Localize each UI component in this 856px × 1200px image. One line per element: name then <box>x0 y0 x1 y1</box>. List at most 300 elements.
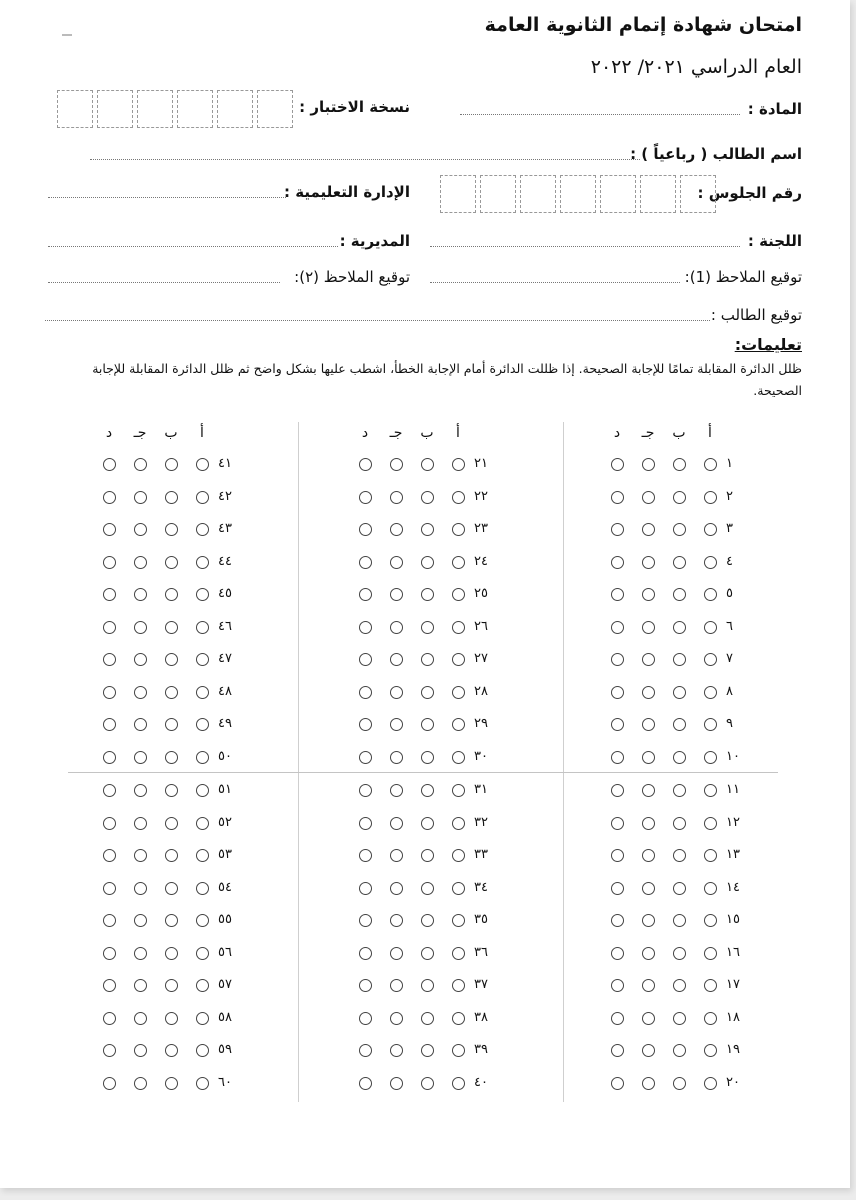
answer-bubble[interactable] <box>642 817 655 830</box>
test-version-box[interactable] <box>177 90 213 128</box>
seat-number-boxes[interactable] <box>440 175 720 213</box>
answer-bubble[interactable] <box>704 817 717 830</box>
answer-bubble[interactable] <box>165 817 178 830</box>
answer-bubble[interactable] <box>421 784 434 797</box>
seat-number-box[interactable] <box>560 175 596 213</box>
question-number: ٤ <box>726 553 733 569</box>
answer-bubble[interactable] <box>359 686 372 699</box>
answer-bubble[interactable] <box>421 1012 434 1025</box>
answer-bubble[interactable] <box>611 979 624 992</box>
answer-bubble[interactable] <box>704 491 717 504</box>
answer-bubble[interactable] <box>390 588 403 601</box>
question-number: ٤٧ <box>218 651 232 666</box>
answer-bubble[interactable] <box>704 588 717 601</box>
question-number: ٥١ <box>218 782 232 797</box>
answer-bubble[interactable] <box>103 849 116 862</box>
answer-bubble[interactable] <box>452 718 465 731</box>
answer-bubble[interactable] <box>359 1044 372 1057</box>
answer-bubble[interactable] <box>704 718 717 731</box>
answer-bubble[interactable] <box>196 458 209 471</box>
answer-bubble[interactable] <box>642 588 655 601</box>
question-row <box>318 910 518 932</box>
answer-bubble[interactable] <box>196 1077 209 1090</box>
answer-bubble[interactable] <box>642 751 655 764</box>
academic-year: العام الدراسي ٢٠٢١/ ٢٠٢٢ <box>590 56 802 78</box>
question-row <box>570 910 770 932</box>
answer-bubble[interactable] <box>704 914 717 927</box>
answer-bubble[interactable] <box>165 751 178 764</box>
answer-bubble[interactable] <box>103 588 116 601</box>
answer-bubble[interactable] <box>196 1044 209 1057</box>
answer-bubble[interactable] <box>673 556 686 569</box>
answer-bubble[interactable] <box>103 817 116 830</box>
answer-bubble[interactable] <box>611 621 624 634</box>
exam-title: امتحان شهادة إتمام الثانوية العامة <box>484 14 802 36</box>
answer-bubble[interactable] <box>359 491 372 504</box>
answer-bubble[interactable] <box>390 849 403 862</box>
answer-bubble[interactable] <box>390 621 403 634</box>
answer-bubble[interactable] <box>673 686 686 699</box>
answer-bubble[interactable] <box>165 947 178 960</box>
seat-number-box[interactable] <box>440 175 476 213</box>
answer-bubble[interactable] <box>704 686 717 699</box>
answer-bubble[interactable] <box>611 882 624 895</box>
answer-bubble[interactable] <box>165 556 178 569</box>
answer-bubble[interactable] <box>196 947 209 960</box>
answer-bubble[interactable] <box>704 947 717 960</box>
answer-bubble[interactable] <box>103 1077 116 1090</box>
answer-bubble[interactable] <box>103 784 116 797</box>
answer-bubble[interactable] <box>452 1077 465 1090</box>
answer-bubble[interactable] <box>103 523 116 536</box>
answer-bubble[interactable] <box>196 621 209 634</box>
question-number: ٣٥ <box>474 912 488 927</box>
answer-bubble[interactable] <box>421 653 434 666</box>
choice-letter: جـ <box>641 425 655 441</box>
answer-bubble[interactable] <box>673 947 686 960</box>
test-version-box[interactable] <box>137 90 173 128</box>
answer-bubble[interactable] <box>673 491 686 504</box>
answer-bubble[interactable] <box>642 621 655 634</box>
question-number: ٥٨ <box>218 1009 232 1025</box>
answer-bubble[interactable] <box>165 1044 178 1057</box>
answer-bubble[interactable] <box>673 718 686 731</box>
answer-bubble[interactable] <box>390 491 403 504</box>
answer-bubble[interactable] <box>642 718 655 731</box>
answer-bubble[interactable] <box>165 653 178 666</box>
question-row <box>570 584 770 606</box>
answer-bubble[interactable] <box>196 491 209 504</box>
answer-bubble[interactable] <box>642 458 655 471</box>
answer-bubble[interactable] <box>642 849 655 862</box>
answer-bubble[interactable] <box>165 784 178 797</box>
answer-bubble[interactable] <box>165 1077 178 1090</box>
answer-bubble[interactable] <box>390 523 403 536</box>
answer-bubble[interactable] <box>452 458 465 471</box>
answer-bubble[interactable] <box>673 784 686 797</box>
answer-bubble[interactable] <box>359 849 372 862</box>
answer-bubble[interactable] <box>611 817 624 830</box>
answer-bubble[interactable] <box>452 686 465 699</box>
answer-bubble[interactable] <box>196 751 209 764</box>
edu-admin-field[interactable] <box>48 197 286 198</box>
answer-bubble[interactable] <box>421 718 434 731</box>
answer-bubble[interactable] <box>165 686 178 699</box>
question-row <box>318 519 518 541</box>
answer-bubble[interactable] <box>165 1012 178 1025</box>
answer-bubble[interactable] <box>673 882 686 895</box>
answer-bubble[interactable] <box>390 1044 403 1057</box>
answer-bubble[interactable] <box>134 1044 147 1057</box>
answer-bubble[interactable] <box>165 849 178 862</box>
answer-bubble[interactable] <box>134 784 147 797</box>
answer-bubble[interactable] <box>390 882 403 895</box>
seat-number-box[interactable] <box>680 175 716 213</box>
answer-bubble[interactable] <box>196 1012 209 1025</box>
answer-bubble[interactable] <box>196 979 209 992</box>
answer-bubble[interactable] <box>642 1077 655 1090</box>
test-version-box[interactable] <box>57 90 93 128</box>
answer-bubble[interactable] <box>673 751 686 764</box>
answer-bubble[interactable] <box>611 686 624 699</box>
answer-bubble[interactable] <box>421 914 434 927</box>
answer-bubble[interactable] <box>134 849 147 862</box>
answer-bubble[interactable] <box>704 1044 717 1057</box>
answer-bubble[interactable] <box>134 751 147 764</box>
test-version-box[interactable] <box>97 90 133 128</box>
answer-bubble[interactable] <box>103 491 116 504</box>
answer-bubble[interactable] <box>673 979 686 992</box>
answer-bubble[interactable] <box>103 882 116 895</box>
answer-bubble[interactable] <box>390 817 403 830</box>
seat-number-box[interactable] <box>640 175 676 213</box>
answer-bubble[interactable] <box>134 718 147 731</box>
answer-bubble[interactable] <box>134 1012 147 1025</box>
answer-bubble[interactable] <box>421 588 434 601</box>
answer-bubble[interactable] <box>611 718 624 731</box>
answer-bubble[interactable] <box>103 1044 116 1057</box>
answer-bubble[interactable] <box>452 621 465 634</box>
answer-bubble[interactable] <box>452 523 465 536</box>
answer-bubble[interactable] <box>196 686 209 699</box>
answer-bubble[interactable] <box>165 718 178 731</box>
answer-bubble[interactable] <box>103 979 116 992</box>
answer-bubble[interactable] <box>359 523 372 536</box>
answer-bubble[interactable] <box>673 523 686 536</box>
question-number: ٢٤ <box>474 553 488 569</box>
answer-bubble[interactable] <box>134 491 147 504</box>
answer-bubble[interactable] <box>103 653 116 666</box>
question-row <box>318 584 518 606</box>
answer-bubble[interactable] <box>134 458 147 471</box>
student-name-field[interactable] <box>90 159 640 160</box>
answer-bubble[interactable] <box>359 751 372 764</box>
answer-bubble[interactable] <box>673 849 686 862</box>
answer-bubble[interactable] <box>390 979 403 992</box>
answer-bubble[interactable] <box>421 882 434 895</box>
answer-bubble[interactable] <box>611 556 624 569</box>
answer-bubble[interactable] <box>704 653 717 666</box>
answer-bubble[interactable] <box>134 523 147 536</box>
answer-bubble[interactable] <box>452 784 465 797</box>
answer-bubble[interactable] <box>421 621 434 634</box>
student-signature-field[interactable] <box>45 320 710 321</box>
answer-bubble[interactable] <box>359 1012 372 1025</box>
committee-field[interactable] <box>430 246 740 247</box>
answer-bubble[interactable] <box>611 947 624 960</box>
observer2-signature-field[interactable] <box>48 282 280 283</box>
answer-bubble[interactable] <box>390 686 403 699</box>
choice-letter: جـ <box>133 425 147 441</box>
question-number: ٢٨ <box>474 683 488 699</box>
answer-bubble[interactable] <box>196 653 209 666</box>
answer-bubble[interactable] <box>421 849 434 862</box>
answer-bubble[interactable] <box>103 621 116 634</box>
answer-bubble[interactable] <box>452 588 465 601</box>
answer-bubble[interactable] <box>452 653 465 666</box>
answer-bubble[interactable] <box>452 882 465 895</box>
answer-bubble[interactable] <box>704 979 717 992</box>
answer-bubble[interactable] <box>452 1012 465 1025</box>
subject-field[interactable] <box>460 114 740 115</box>
answer-bubble[interactable] <box>611 849 624 862</box>
answer-bubble[interactable] <box>390 914 403 927</box>
answer-bubble[interactable] <box>642 1044 655 1057</box>
question-row <box>62 584 262 606</box>
observer1-signature-field[interactable] <box>430 282 680 283</box>
answer-bubble[interactable] <box>452 849 465 862</box>
answer-bubble[interactable] <box>165 882 178 895</box>
answer-bubble[interactable] <box>452 556 465 569</box>
answer-bubble[interactable] <box>673 1044 686 1057</box>
answer-bubble[interactable] <box>704 751 717 764</box>
answer-bubble[interactable] <box>165 588 178 601</box>
question-row <box>318 1040 518 1062</box>
question-row <box>318 747 518 769</box>
answer-bubble[interactable] <box>611 914 624 927</box>
answer-bubble[interactable] <box>673 1012 686 1025</box>
question-number: ٣٣ <box>474 847 488 862</box>
test-version-boxes[interactable] <box>57 90 297 128</box>
answer-bubble[interactable] <box>134 588 147 601</box>
answer-bubble[interactable] <box>642 979 655 992</box>
seat-number-box[interactable] <box>600 175 636 213</box>
answer-bubble[interactable] <box>390 947 403 960</box>
answer-bubble[interactable] <box>196 817 209 830</box>
answer-bubble[interactable] <box>704 621 717 634</box>
question-row <box>570 813 770 835</box>
question-row <box>62 943 262 965</box>
question-number: ٢٣ <box>474 521 488 536</box>
answer-bubble[interactable] <box>704 458 717 471</box>
choices-header <box>62 425 262 447</box>
answer-bubble[interactable] <box>359 1077 372 1090</box>
answer-bubble[interactable] <box>196 914 209 927</box>
answer-bubble[interactable] <box>359 621 372 634</box>
answer-bubble[interactable] <box>196 588 209 601</box>
answer-bubble[interactable] <box>642 686 655 699</box>
answer-bubble[interactable] <box>390 784 403 797</box>
answer-bubble[interactable] <box>359 556 372 569</box>
answer-bubble[interactable] <box>390 751 403 764</box>
answer-bubble[interactable] <box>704 882 717 895</box>
answer-bubble[interactable] <box>673 588 686 601</box>
answer-bubble[interactable] <box>642 523 655 536</box>
answer-bubble[interactable] <box>359 979 372 992</box>
answer-bubble[interactable] <box>134 882 147 895</box>
answer-bubble[interactable] <box>103 1012 116 1025</box>
answer-bubble[interactable] <box>134 686 147 699</box>
answer-bubble[interactable] <box>611 588 624 601</box>
answer-bubble[interactable] <box>421 458 434 471</box>
answer-bubble[interactable] <box>103 718 116 731</box>
answer-bubble[interactable] <box>390 718 403 731</box>
answer-bubble[interactable] <box>134 556 147 569</box>
answer-bubble[interactable] <box>134 1077 147 1090</box>
answer-bubble[interactable] <box>611 491 624 504</box>
answer-bubble[interactable] <box>421 556 434 569</box>
answer-bubble[interactable] <box>134 914 147 927</box>
answer-bubble[interactable] <box>452 1044 465 1057</box>
answer-bubble[interactable] <box>611 751 624 764</box>
choice-letter: أ <box>200 425 204 441</box>
answer-bubble[interactable] <box>421 1044 434 1057</box>
answer-bubble[interactable] <box>390 653 403 666</box>
answer-bubble[interactable] <box>103 458 116 471</box>
answer-bubble[interactable] <box>452 947 465 960</box>
answer-bubble[interactable] <box>673 817 686 830</box>
answer-bubble[interactable] <box>103 751 116 764</box>
answer-bubble[interactable] <box>359 718 372 731</box>
answer-bubble[interactable] <box>103 686 116 699</box>
answer-bubble[interactable] <box>359 947 372 960</box>
answer-bubble[interactable] <box>611 1012 624 1025</box>
answer-bubble[interactable] <box>673 458 686 471</box>
answer-bubble[interactable] <box>359 784 372 797</box>
answer-bubble[interactable] <box>611 1044 624 1057</box>
answer-bubble[interactable] <box>103 914 116 927</box>
test-version-box[interactable] <box>257 90 293 128</box>
answer-bubble[interactable] <box>359 882 372 895</box>
answer-bubble[interactable] <box>390 1012 403 1025</box>
answer-bubble[interactable] <box>421 491 434 504</box>
answer-bubble[interactable] <box>390 556 403 569</box>
question-row <box>62 649 262 671</box>
answer-bubble[interactable] <box>196 882 209 895</box>
answer-bubble[interactable] <box>704 849 717 862</box>
answer-bubble[interactable] <box>704 1012 717 1025</box>
answer-bubble[interactable] <box>611 1077 624 1090</box>
answer-bubble[interactable] <box>196 556 209 569</box>
answer-bubble[interactable] <box>421 979 434 992</box>
answer-bubble[interactable] <box>165 458 178 471</box>
answer-bubble[interactable] <box>421 523 434 536</box>
answer-bubble[interactable] <box>452 914 465 927</box>
answer-bubble[interactable] <box>673 914 686 927</box>
answer-bubble[interactable] <box>134 621 147 634</box>
answer-bubble[interactable] <box>196 784 209 797</box>
answer-bubble[interactable] <box>611 784 624 797</box>
answer-bubble[interactable] <box>421 751 434 764</box>
answer-bubble[interactable] <box>421 947 434 960</box>
answer-bubble[interactable] <box>642 914 655 927</box>
answer-bubble[interactable] <box>165 914 178 927</box>
answer-bubble[interactable] <box>642 653 655 666</box>
answer-bubble[interactable] <box>359 458 372 471</box>
answer-bubble[interactable] <box>196 718 209 731</box>
answer-bubble[interactable] <box>611 523 624 536</box>
seat-number-box[interactable] <box>520 175 556 213</box>
answer-bubble[interactable] <box>642 1012 655 1025</box>
answer-bubble[interactable] <box>611 653 624 666</box>
answer-bubble[interactable] <box>134 979 147 992</box>
question-number: ٥٦ <box>218 944 232 960</box>
directorate-field[interactable] <box>48 246 338 247</box>
answer-bubble[interactable] <box>642 784 655 797</box>
answer-bubble[interactable] <box>452 979 465 992</box>
answer-bubble[interactable] <box>134 817 147 830</box>
edu-admin-label: الإدارة التعليمية : <box>284 183 410 201</box>
answer-bubble[interactable] <box>359 817 372 830</box>
seat-number-box[interactable] <box>480 175 516 213</box>
answer-bubble[interactable] <box>421 817 434 830</box>
answer-bubble[interactable] <box>673 653 686 666</box>
answer-bubble[interactable] <box>165 979 178 992</box>
question-row <box>570 1040 770 1062</box>
answer-bubble[interactable] <box>103 556 116 569</box>
answer-bubble[interactable] <box>642 491 655 504</box>
question-number: ٥٣ <box>218 847 232 862</box>
answer-bubble[interactable] <box>359 588 372 601</box>
answer-bubble[interactable] <box>134 653 147 666</box>
answer-bubble[interactable] <box>452 491 465 504</box>
choice-letter: أ <box>456 425 460 441</box>
answer-bubble[interactable] <box>704 523 717 536</box>
answer-bubble[interactable] <box>452 751 465 764</box>
answer-bubble[interactable] <box>704 556 717 569</box>
answer-bubble[interactable] <box>452 817 465 830</box>
answer-bubble[interactable] <box>196 849 209 862</box>
question-number: ٢٦ <box>474 618 488 634</box>
test-version-box[interactable] <box>217 90 253 128</box>
answer-bubble[interactable] <box>134 947 147 960</box>
answer-bubble[interactable] <box>165 621 178 634</box>
answer-bubble[interactable] <box>165 523 178 536</box>
answer-bubble[interactable] <box>390 458 403 471</box>
question-row <box>318 682 518 704</box>
answer-bubble[interactable] <box>704 1077 717 1090</box>
answer-bubble[interactable] <box>642 556 655 569</box>
question-row <box>570 454 770 476</box>
answer-bubble[interactable] <box>359 914 372 927</box>
answer-bubble[interactable] <box>704 784 717 797</box>
answer-bubble[interactable] <box>421 686 434 699</box>
answer-bubble[interactable] <box>673 621 686 634</box>
answer-bubble[interactable] <box>165 491 178 504</box>
question-number: ٢ <box>726 488 733 504</box>
answer-bubble[interactable] <box>196 523 209 536</box>
answer-bubble[interactable] <box>359 653 372 666</box>
answer-bubble[interactable] <box>103 947 116 960</box>
answer-bubble[interactable] <box>642 882 655 895</box>
answer-bubble[interactable] <box>673 1077 686 1090</box>
answer-bubble[interactable] <box>611 458 624 471</box>
answer-bubble[interactable] <box>421 1077 434 1090</box>
question-row <box>570 714 770 736</box>
choice-letter: ب <box>420 425 434 441</box>
answer-bubble[interactable] <box>642 947 655 960</box>
answer-bubble[interactable] <box>390 1077 403 1090</box>
